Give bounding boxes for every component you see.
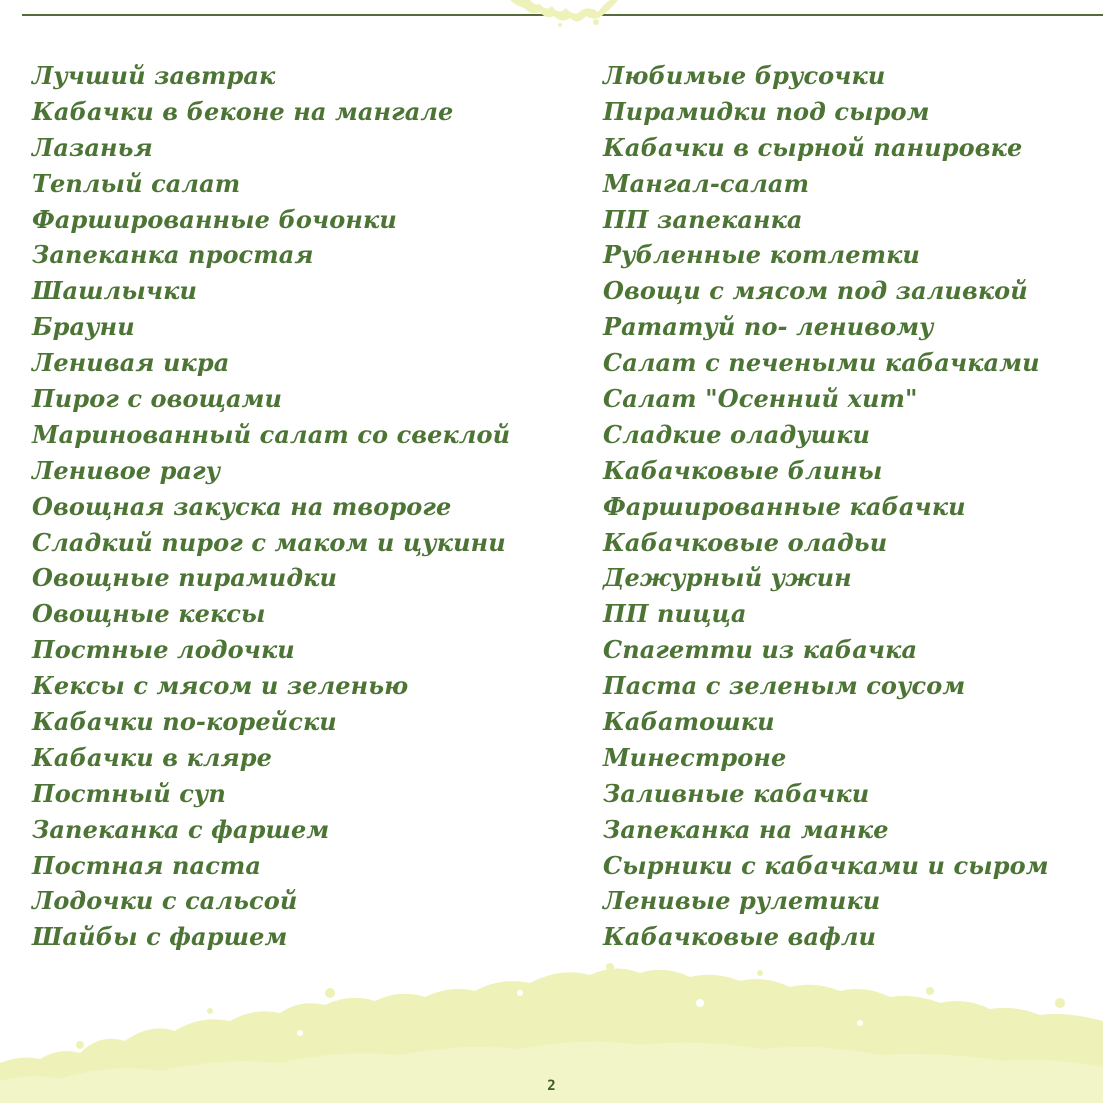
recipe-item[interactable]: Фаршированные бочонки (32, 204, 397, 234)
recipe-item[interactable]: Сырники с кабачками и сыром (603, 850, 1049, 880)
recipe-item[interactable]: Рубленные котлетки (603, 240, 920, 270)
recipe-item[interactable]: Кабачки в кляре (32, 742, 273, 772)
recipe-item[interactable]: Фаршированные кабачки (603, 491, 966, 521)
recipe-item[interactable]: Ленивое рагу (32, 455, 221, 485)
recipe-item[interactable]: Пирамидки под сыром (603, 96, 930, 126)
page-number: 2 (547, 1078, 556, 1094)
recipe-item[interactable]: Ленивая икра (32, 348, 230, 378)
recipe-item[interactable]: Кабачковые блины (603, 455, 883, 485)
recipe-item[interactable]: Мангал-салат (603, 168, 810, 198)
recipe-list-right (603, 58, 1049, 955)
recipe-item[interactable]: ПП пицца (603, 599, 747, 629)
recipe-item[interactable]: Теплый салат (32, 168, 241, 198)
recipe-item[interactable]: Любимые брусочки (603, 61, 886, 90)
recipe-item[interactable]: Кабачковые вафли (603, 922, 877, 952)
recipe-item[interactable]: Паста с зеленым соусом (603, 671, 966, 701)
recipe-item[interactable]: Кабачки в беконе на мангале (32, 96, 454, 126)
recipe-item[interactable]: Овощные кексы (32, 599, 266, 629)
recipe-item[interactable]: Запеканка простая (32, 240, 314, 270)
top-paint-splash (500, 0, 620, 28)
recipe-item[interactable]: Лодочки с сальсой (32, 886, 298, 916)
recipe-item[interactable]: Спагетти из кабачка (603, 635, 918, 665)
recipe-item[interactable]: Кексы с мясом и зеленью (32, 671, 409, 701)
recipe-item[interactable]: Сладкие оладушки (603, 419, 871, 449)
recipe-item[interactable]: Кабачки по-корейски (32, 707, 337, 737)
recipe-list-left (32, 58, 510, 955)
recipe-item[interactable]: Сладкий пирог с маком и цукини (32, 527, 506, 557)
recipe-item[interactable]: Овощные пирамидки (32, 563, 338, 593)
recipe-item[interactable]: Рататуй по- ленивому (603, 312, 934, 342)
recipe-item[interactable]: Лазанья (32, 132, 153, 162)
recipe-item[interactable]: Брауни (32, 312, 135, 342)
recipe-item[interactable]: Овощная закуска на твороге (32, 491, 452, 521)
recipe-item[interactable]: Заливные кабачки (603, 778, 870, 808)
recipe-item[interactable]: Постный суп (32, 778, 226, 808)
recipe-item[interactable]: Запеканка с фаршем (32, 814, 330, 844)
recipe-item[interactable]: Шайбы с фаршем (32, 922, 288, 952)
recipe-item[interactable]: Маринованный салат со свеклой (32, 419, 511, 449)
recipe-item[interactable]: Постные лодочки (32, 635, 295, 665)
recipe-item[interactable]: Пирог с овощами (32, 384, 283, 414)
recipe-item[interactable]: Кабатошки (603, 707, 775, 737)
recipe-item[interactable]: Минестроне (603, 742, 787, 772)
recipe-item[interactable]: Запеканка на манке (603, 814, 889, 844)
recipe-item[interactable]: Салат с печеными кабачками (603, 348, 1040, 378)
recipe-item[interactable]: ПП запеканка (603, 204, 803, 234)
recipe-item[interactable]: Кабачковые оладьи (603, 527, 888, 557)
recipe-item[interactable]: Постная паста (32, 850, 262, 880)
recipe-item[interactable]: Овощи с мясом под заливкой (603, 276, 1028, 306)
recipe-item[interactable]: Дежурный ужин (603, 563, 852, 593)
recipe-item[interactable]: Салат "Осенний хит" (603, 384, 918, 414)
recipe-item[interactable]: Кабачки в сырной панировке (603, 132, 1023, 162)
recipe-item[interactable]: Шашлычки (32, 276, 198, 306)
recipe-item[interactable]: Лучший завтрак (32, 61, 276, 90)
recipe-item[interactable]: Ленивые рулетики (603, 886, 881, 916)
